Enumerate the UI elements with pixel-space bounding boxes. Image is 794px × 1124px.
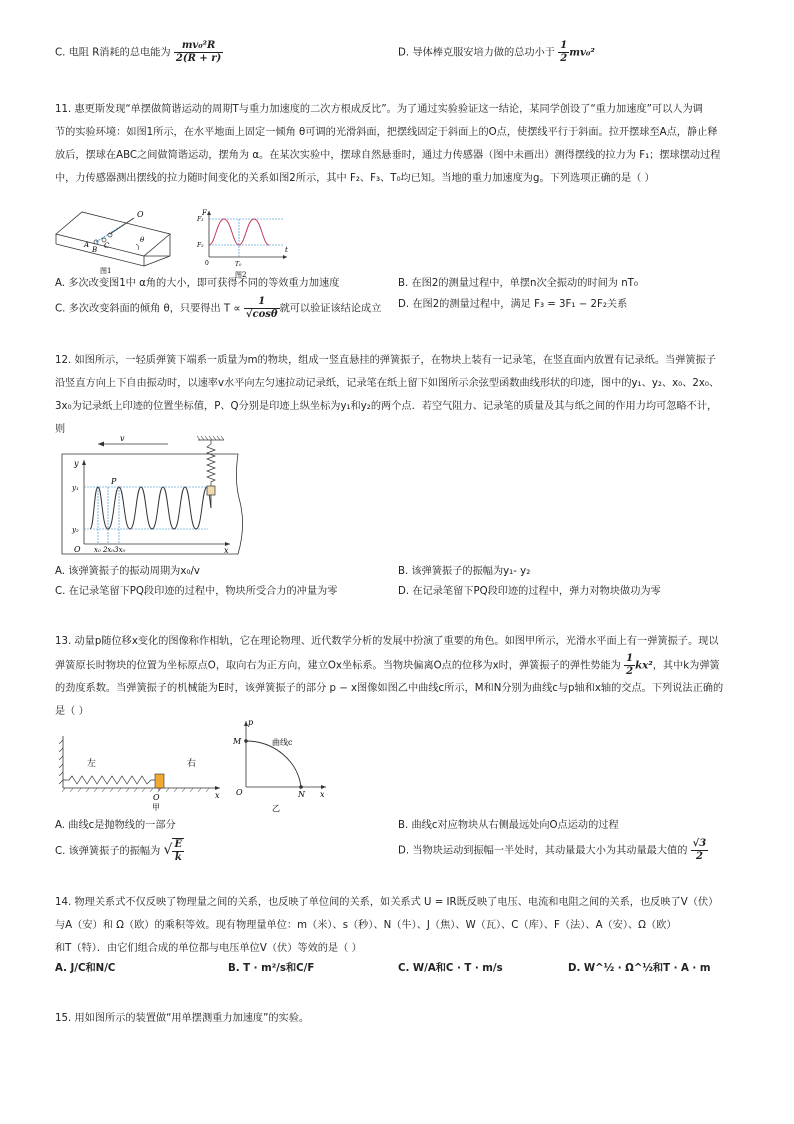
q12-fig-axis-x: x: [224, 546, 229, 555]
q14-option-d: D. W^½ · Ω^½和T · A · m: [568, 963, 711, 974]
q10-option-d: D. 导体棒克服安培力做的总功小于 $\frac{1}{2}$ mv₀²: [398, 40, 595, 64]
q12-stem-line-1: 12. 如图所示，一轻质弹簧下端系一质量为m的物块，组成一竖直悬挂的弹簧振子，在物块上装有一记录笔，在竖直面内放置有记录纸。当弹簧振子: [55, 355, 716, 366]
q13-option-d: D. 当物块运动到振幅一半处时，其动量最大小为其动量最大值的 $\frac{√3}{2}$: [398, 838, 707, 862]
q13-option-a: A. 曲线c是抛物线的一部分: [55, 820, 176, 831]
q11-fig2-caption: 图2: [235, 271, 247, 279]
q14-option-a: A. J/C和N/C: [55, 963, 116, 974]
q14-option-c: C. W/A和C · T · m/s: [398, 963, 503, 974]
q11-fig1-label-o: O: [137, 210, 144, 219]
q12-fig-label-p: P: [111, 477, 117, 486]
q12-fig-label-v: v: [120, 434, 125, 443]
q12-stem-line-3: 3x₀为记录纸上印迹的位置坐标值，P、Q分别是印迹上纵坐标为y₁和y₂的两个点．若空气阻力、记录笔的质量及其与纸之间的作用力均可忽略不计，: [55, 401, 718, 412]
q12-figure: [58, 432, 258, 557]
q10-option-c-fraction: $\frac{\text{mv₀²R}}{2(R + r)}$: [175, 40, 222, 64]
q11-fig1-label-b: B: [92, 246, 98, 254]
q12-option-a: A. 该弹簧振子的振动周期为x₀/v: [55, 566, 200, 577]
q13-option-b: B. 曲线c对应物块从右侧最远处向O点运动的过程: [398, 820, 619, 831]
q13-fig-a-right: 右: [187, 759, 197, 769]
q13-fig-b-origin: O: [236, 788, 243, 797]
q13-fig-a-left: 左: [87, 759, 97, 769]
q13-option-d-fraction: $\frac{√3}{2}$: [692, 838, 707, 862]
q12-option-d: D. 在记录笔留下PQ段印迹的过程中，弹力对物块做功为零: [398, 586, 661, 597]
q13-option-c: C. 该弹簧振子的振幅为 √ $\frac{E}{k}$: [55, 839, 183, 863]
q13-fig-b-label-n: N: [298, 790, 305, 799]
q13-fig-b-label-m: M: [233, 737, 242, 746]
q10-option-d-fraction: $\frac{1}{2}$: [560, 40, 568, 64]
q12-option-b: B. 该弹簧振子的振幅为y₁- y₂: [398, 566, 531, 577]
q12-stem-line-2: 沿竖直方向上下自由振动时，以速率v水平向左匀速拉动记录纸，记录笔在纸上留下如图所示余弦型函数曲线形状的印迹，图中的y₁、y₂、x₀、2x₀、: [55, 378, 720, 389]
q13-fig-b-axis-x: x: [320, 790, 325, 799]
q13-stem-line-3: 的劲度系数。当弹簧振子的机械能为E时，该弹簧振子的部分 p − x图像如图乙中曲线c所示，M和N分别为曲线c与p轴和x轴的交点。下列说法正确的: [55, 683, 724, 694]
q14-option-b: B. T · m²/s和C/F: [228, 963, 315, 974]
q11-figure-1: [52, 200, 172, 275]
q11-option-c: C. 多次改变斜面的倾角 θ，只要得出 T ∝ $\frac{1}{√\cos\theta}$ 就可以验证该结论成立: [55, 296, 382, 320]
q13-fig-a-axis-x: x: [215, 791, 220, 800]
q13-stem-line-1: 13. 动量p随位移x变化的图像称作相轨，它在理论物理、近代数学分析的发展中扮演了重要的角色。如图甲所示，光滑水平面上有一弹簧振子。现以: [55, 636, 719, 647]
q12-fig-label-y2: y₂: [72, 526, 79, 534]
q15-stem-line-1: 15. 用如图所示的装置做“用单摆测重力加速度”的实验。: [55, 1013, 310, 1024]
q11-fig1-caption: 图1: [100, 267, 112, 275]
q14-stem-line-1: 14. 物理关系式不仅反映了物理量之间的关系，也反映了单位间的关系，如关系式 U = IR既反映了电压、电流和电阻之间的关系，也反映了V（伏）: [55, 897, 719, 908]
q11-option-a: A. 多次改变图1中 α角的大小，即可获得不同的等效重力加速度: [55, 278, 340, 289]
q14-stem-line-2: 与A（安）和 Ω（欧）的乘积等效。现有物理量单位：m（米）、s（秒）、N（牛）、J（焦）、W（瓦）、C（库）、F（法）、A（安）、Ω（欧）: [55, 920, 677, 931]
q11-fig2-label-t0: T₀: [235, 261, 242, 268]
q13-option-c-fraction: $\frac{E}{k}$: [174, 839, 183, 863]
q11-stem-line-4: 中，力传感器测出摆线的拉力随时间变化的关系如图2所示，其中 F₂、F₃、T₀均已知。当地的重力加速度为g。下列选项正确的是（ ）: [55, 173, 655, 184]
q12-fig-label-y1: y₁: [72, 484, 79, 492]
q13-fig-b-caption: 乙: [272, 804, 280, 813]
q13-stem-line-2: 弹簧原长时物块的位置为坐标原点O，取向右为正方向，建立Ox坐标系。当物块偏离O点的位移为x时，弹簧振子的弹性势能为 $\frac{1}{2}$ kx²，其中k为弹簧: [55, 653, 720, 677]
q11-option-c-fraction: $\frac{1}{√\cos\theta}$: [245, 296, 278, 320]
q13-fig-a-caption: 甲: [152, 803, 160, 812]
q13-fig-b-curve-label: 曲线c: [272, 738, 293, 747]
q12-stem-line-4: 则: [55, 424, 66, 435]
q11-stem-line-2: 节的实验环境：如图1所示，在水平地面上固定一倾角 θ可调的光滑斜面，把摆线固定于斜面上的O点，使摆线平行于斜面。拉开摆球至A点，静止释: [55, 127, 718, 138]
q11-fig1-label-c: C: [104, 242, 110, 250]
q13-figure-a: [55, 728, 230, 813]
q11-option-b: B. 在图2的测量过程中，单摆n次全振动的时间为 nT₀: [398, 278, 638, 289]
q11-stem-line-3: 放后，摆球在ABC之间做简谐运动，摆角为 α。在某次实验中，摆球自然悬垂时，通过力传感器（图中未画出）测得摆线的拉力为 F₁；摆球摆动过程: [55, 150, 721, 161]
q13-energy-fraction: $\frac{1}{2}$: [626, 653, 634, 677]
q11-stem-line-1: 11. 惠更斯发现“单摆做简谐运动的周期T与重力加速度的二次方根成反比”。为了通过实验验证这一结论，某同学创设了“重力加速度”可以人为调: [55, 104, 703, 115]
q13-figure-b: [228, 715, 338, 815]
q11-fig2-axis-f: F: [202, 209, 207, 217]
q11-fig2-axis-t: t: [285, 246, 288, 254]
q13-fig-b-axis-p: p: [248, 718, 254, 727]
q12-fig-x-ticks: x₀ 2x₀3x₀: [94, 546, 126, 554]
q11-fig2-label-f2: F₂: [197, 242, 204, 249]
q13-stem-line-4: 是（ ）: [55, 706, 89, 717]
q11-figure-2: [195, 207, 295, 279]
q12-option-c: C. 在记录笔留下PQ段印迹的过程中，物块所受合力的冲量为零: [55, 586, 338, 597]
q12-fig-axis-y: y: [74, 459, 79, 468]
q13-fig-a-origin: O: [153, 793, 160, 802]
q12-fig-origin: O: [74, 545, 81, 554]
q11-fig1-label-theta: θ: [140, 236, 145, 244]
q11-option-d: D. 在图2的测量过程中，满足 F₃ = 3F₁ − 2F₂关系: [398, 299, 628, 310]
q11-fig2-origin: 0: [205, 260, 209, 267]
q14-stem-line-3: 和T（特）．由它们组合成的单位都与电压单位V（伏）等效的是（ ）: [55, 943, 362, 954]
q11-fig1-label-a: A: [84, 241, 90, 249]
q11-fig2-label-f3: F₃: [197, 216, 204, 223]
q10-option-c: C. 电阻 R消耗的总电能为 $\frac{\text{mv₀²R}}{2(R + r)}$: [55, 40, 222, 64]
